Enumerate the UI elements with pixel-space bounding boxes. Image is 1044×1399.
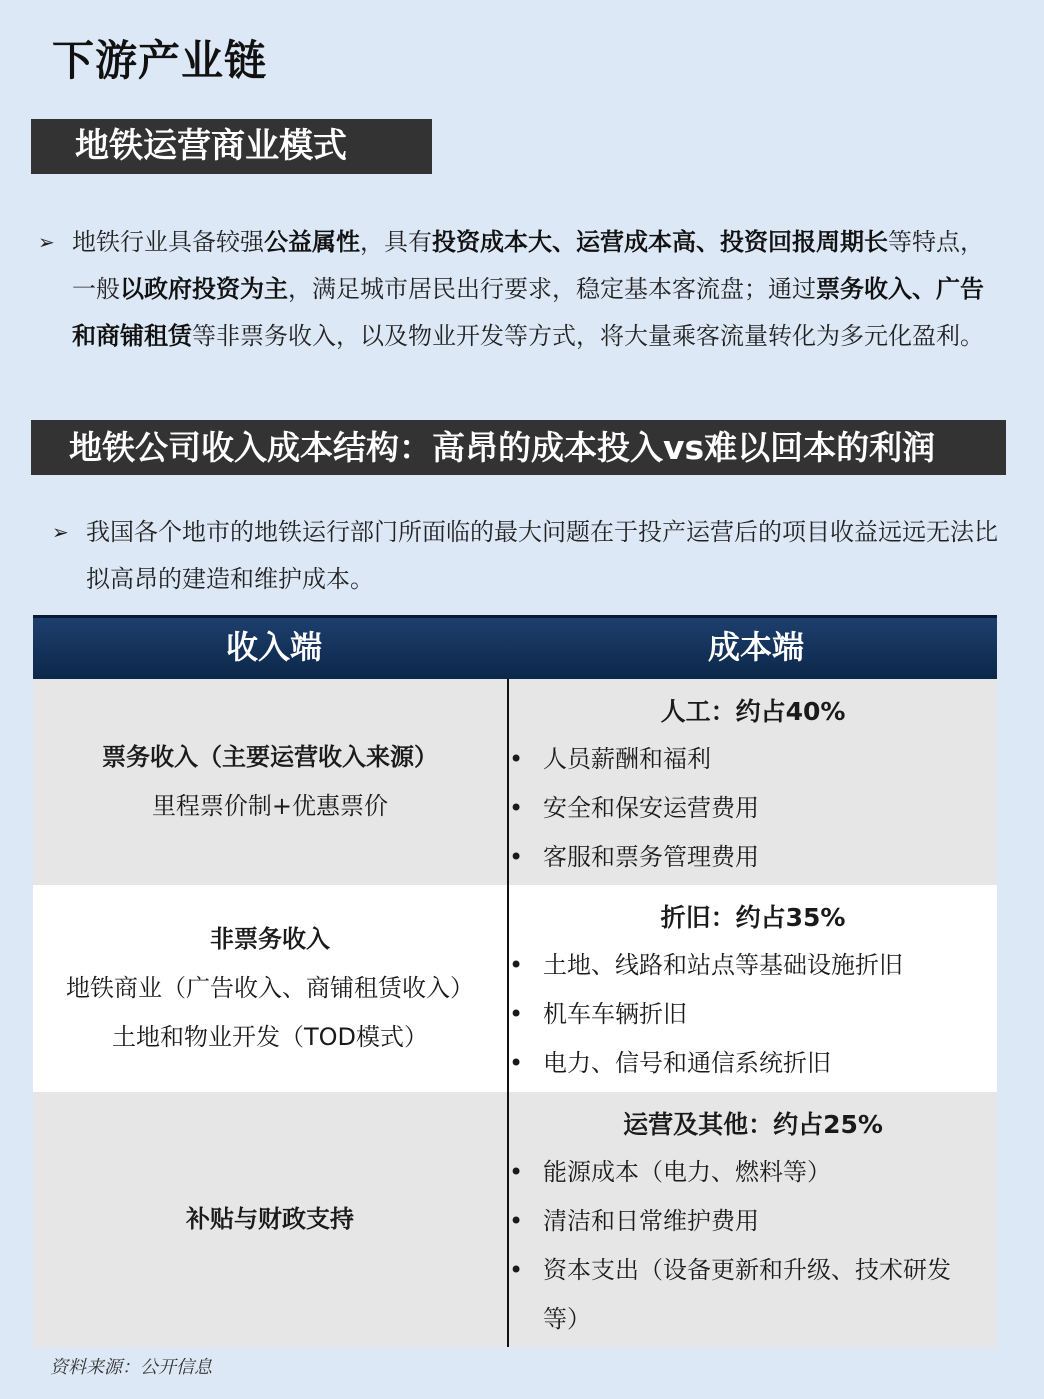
emphasis-text: 票务收入、广告和商铺租赁 xyxy=(72,275,984,350)
bullet-icon: • xyxy=(509,1049,524,1077)
body-text: ，具有 xyxy=(360,228,432,256)
bullet-icon: • xyxy=(509,794,524,822)
bullet-icon: • xyxy=(509,951,524,979)
revenue-title: 票务收入（主要运营收入来源） xyxy=(102,743,438,771)
revenue-cell xyxy=(33,1092,509,1347)
list-item: • 人员薪酬和福利 xyxy=(509,735,997,784)
emphasis-text: 公益属性 xyxy=(264,228,360,256)
bullet-icon: • xyxy=(509,745,524,773)
bullet-icon: • xyxy=(509,1207,524,1235)
emphasis-text: 以政府投资为主 xyxy=(120,275,288,303)
revenue-detail: 土地和物业开发（TOD模式） xyxy=(111,1023,429,1051)
source-note: 资料来源：公开信息 xyxy=(50,1357,212,1378)
arrow-bullet-icon: ➢ xyxy=(52,520,69,544)
cost-cell xyxy=(509,885,997,1092)
table-header xyxy=(33,615,997,679)
list-item: • 机车车辆折旧 xyxy=(509,990,997,1039)
arrow-bullet-icon: ➢ xyxy=(38,230,55,254)
revenue-detail: 地铁商业（广告收入、商铺租赁收入） xyxy=(66,974,474,1002)
body-text: 等特点，一般 xyxy=(72,228,984,303)
cost-cell xyxy=(509,1092,997,1347)
cost-title: 人工：约占40% xyxy=(660,697,846,726)
header-revenue: 收入端 xyxy=(225,628,322,666)
revenue-detail: 里程票价制+优惠票价 xyxy=(151,792,389,820)
list-item: • 清洁和日常维护费用 xyxy=(509,1197,997,1246)
list-item: • 安全和保安运营费用 xyxy=(509,784,997,833)
revenue-cost-table xyxy=(33,615,997,1347)
revenue-cost-text: 我国各个地市的地铁运行部门所面临的最大问题在于投产运营后的项目收益远远无法比拟高昂的建造和维护成本。 xyxy=(86,518,998,593)
list-item: • 客服和票务管理费用 xyxy=(509,833,997,882)
header-cost: 成本端 xyxy=(707,628,804,666)
table-row xyxy=(33,1092,997,1347)
revenue-title: 非票务收入 xyxy=(210,925,330,953)
list-item: • 能源成本（电力、燃料等） xyxy=(509,1148,997,1197)
body-text: 地铁行业具备较强 xyxy=(72,228,264,256)
table-row xyxy=(33,885,997,1092)
business-model-text xyxy=(72,228,984,350)
revenue-cell xyxy=(33,885,509,1092)
list-item: • 土地、线路和站点等基础设施折旧 xyxy=(509,941,997,990)
list-item: • 资本支出（设备更新和升级、技术研发等） xyxy=(509,1246,997,1344)
page-title: 下游产业链 xyxy=(52,36,268,85)
revenue-title: 补贴与财政支持 xyxy=(186,1205,354,1233)
body-text: ，满足城市居民出行要求，稳定基本客流盘；通过 xyxy=(288,275,816,303)
business-model-paragraph xyxy=(38,219,987,360)
cost-title: 折旧：约占35% xyxy=(660,903,846,932)
cost-cell xyxy=(509,679,997,885)
bullet-icon: • xyxy=(509,1000,524,1028)
table-row xyxy=(33,679,997,885)
bullet-icon: • xyxy=(509,1256,524,1284)
list-item: • 电力、信号和通信系统折旧 xyxy=(509,1039,997,1088)
section-title-revenue-cost: 地铁公司收入成本结构：高昂的成本投入vs难以回本的利润 xyxy=(31,420,1006,475)
body-text: 等非票务收入，以及物业开发等方式，将大量乘客流量转化为多元化盈利。 xyxy=(192,322,984,350)
revenue-cost-paragraph xyxy=(52,509,1001,603)
emphasis-text: 投资成本大、运营成本高、投资回报周期长 xyxy=(432,228,888,256)
cost-title: 运营及其他：约占25% xyxy=(623,1110,883,1139)
section-title-business-model: 地铁运营商业模式 xyxy=(31,119,432,174)
revenue-cell xyxy=(33,679,509,885)
bullet-icon: • xyxy=(509,843,524,871)
bullet-icon: • xyxy=(509,1158,524,1186)
